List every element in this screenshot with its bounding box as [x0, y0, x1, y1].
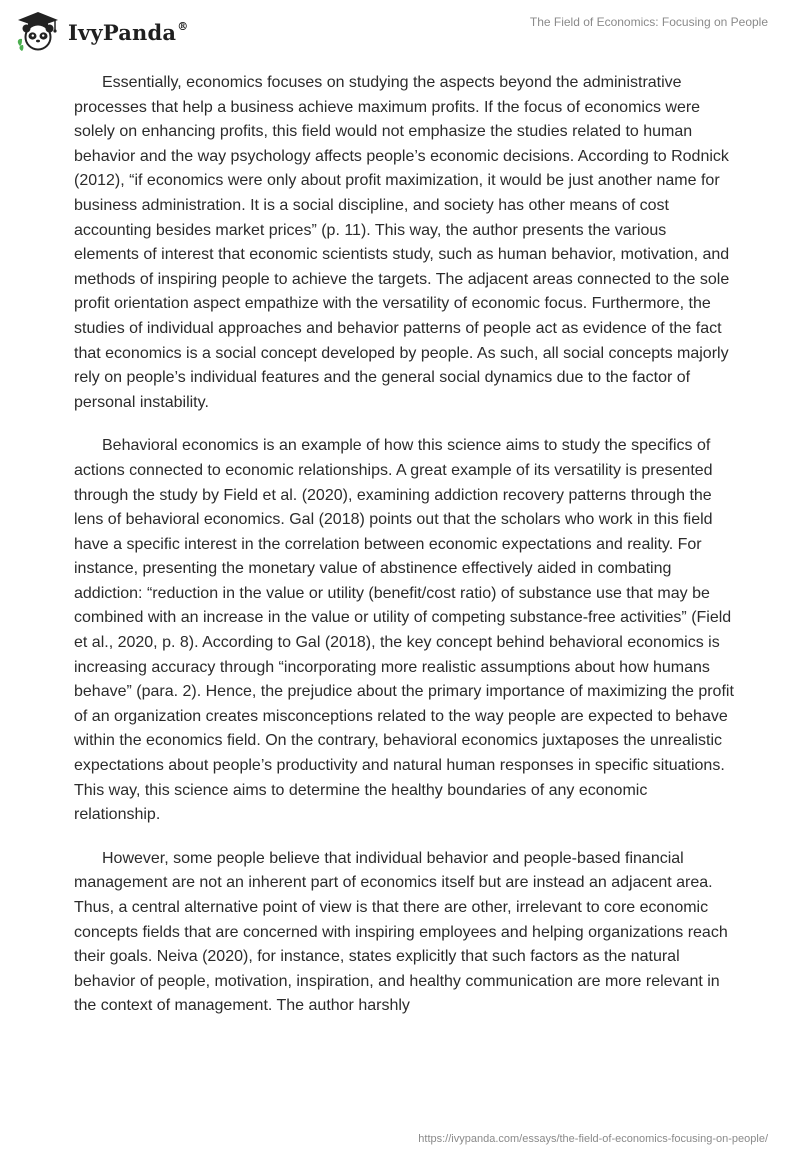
brand-name: [68, 20, 188, 45]
paragraph: Behavioral economics is an example of how this science aims to study the specifics of actions connected to economic relationships. A great example of its versatility is presented through the study by Field et al. (2020), examining addiction recovery patterns through the lens of behavioral economics. Gal (2018) points out that the scholars who work in this field have a specific interest in the correlation between economic expectations and reality. For instance, presenting the monetary value of abstinence effectively aided in combating addiction: “reduction in the value or utility (benefit/cost ratio) of substance use that may be combined with an increase in the value or utility of competing substance-free activities” (Field et al., 2020, p. 8). According to Gal (2018), the key concept behind behavioral economics is increasing accuracy through “incorporating more realistic assumptions about how humans behave” (para. 2). Hence, the prejudice about the primary importance of maximizing the profit of an organization creates misconceptions related to the way people are expected to behave within the economics field. On the contrary, behavioral economics juxtaposes the unrealistic expectations about people’s productivity and natural human responses in specific situations. This way, this science aims to determine the healthy boundaries of any economic relationship.: [74, 437, 734, 824]
paragraph: However, some people believe that individual behavior and people-based financial management are not an inherent part of economics itself but are instead an adjacent area. Thus, a central alternative point of view is that there are other, irrelevant to core economic concepts fields that are concerned with inspiring employees and helping organizations reach their goals. Neiva (2020), for instance, states explicitly that such factors as the natural behavior of people, motivation, inspiration, and healthy communication are more relevant in the context of management. The author harshly: [74, 849, 728, 1015]
panda-graduate-icon: [14, 8, 62, 56]
page-header: [0, 0, 800, 70]
brand-name-text: IvyPanda: [68, 19, 177, 45]
ivypanda-logo[interactable]: [14, 8, 188, 56]
essay-body: [74, 71, 734, 1038]
document-title: The Field of Economics: Focusing on People: [529, 15, 768, 29]
source-url[interactable]: https://ivypanda.com/essays/the-field-of-economics-focusing-on-people/: [418, 1133, 768, 1145]
paragraph: Essentially, economics focuses on studying the aspects beyond the administrative processes that help a business achieve maximum profits. If the focus of economics were solely on enhancing profits, this field would not emphasize the studies related to human behavior and the way psychology affects people’s economic decisions. According to Rodnick (2012), “if economics were only about profit maximization, it would be just another name for business administration. It is a social discipline, and society has other means of cost accounting besides market prices” (p. 11). This way, the author presents the various elements of interest that economic scientists study, such as human behavior, motivation, and methods of inspiring people to achieve the targets. The adjacent areas connected to the sole profit orientation aspect empathize with the versatility of economic focus. Furthermore, the studies of individual approaches and behavior patterns of people act as evidence of the fact that economics is a social concept developed by people. As such, all social concepts majorly rely on people’s individual features and the general social dynamics due to the factor of personal instability.: [74, 74, 730, 411]
registered-mark: ®: [177, 19, 189, 33]
